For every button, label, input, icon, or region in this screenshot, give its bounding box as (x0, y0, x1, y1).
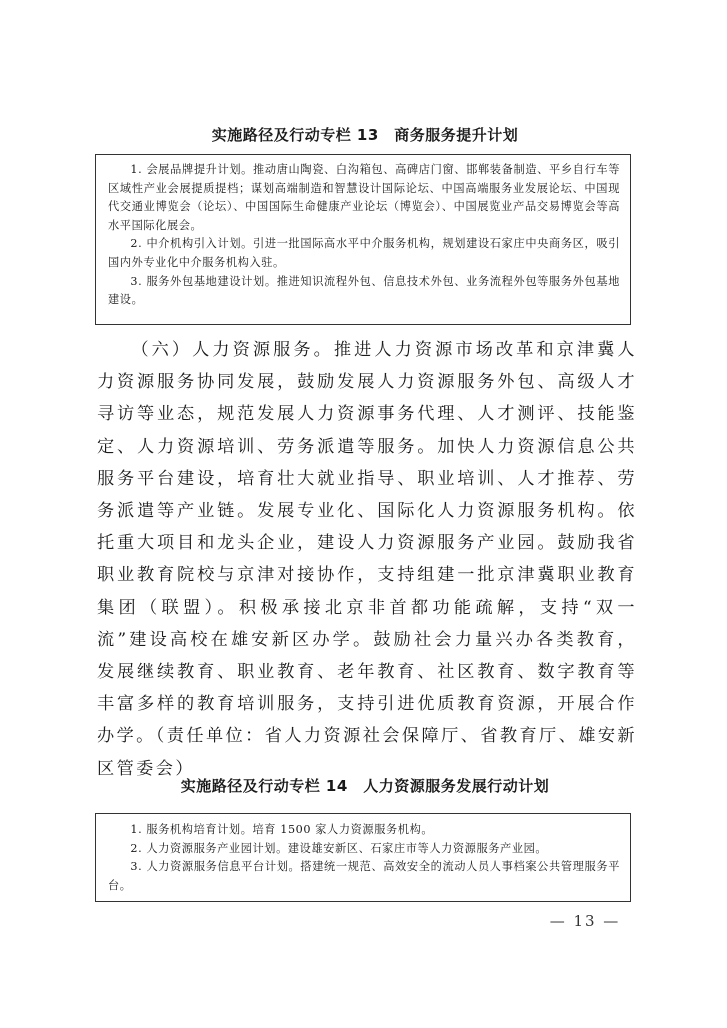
column-13-box (95, 154, 631, 325)
column-13-title: 实施路径及行动专栏 13 商务服务提升计划 (211, 126, 519, 144)
column-14-item-2: 2. 人力资源服务产业园计划。建设雄安新区、石家庄市等人力资源服务产业园。 (130, 841, 548, 855)
column-14-title: 实施路径及行动专栏 14 人力资源服务发展行动计划 (180, 777, 550, 795)
column-13-item-1: 1. 会展品牌提升计划。推动唐山陶瓷、白沟箱包、高碑店门窗、邯郸装备制造、平乡自行车等区域性产业会展提质提档；谋划高端制造和智慧设计国际论坛、中国高端服务业发展论坛、中国现代交通业博览会（论坛）、中国国际生命健康产业论坛（博览会）、中国展览业产品交易博览会等高水平国际化展会。 (108, 163, 620, 232)
column-13-item-2: 2. 中介机构引入计划。引进一批国际高水平中介服务机构，规划建设石家庄中央商务区，吸引国内外专业化中介服务机构入驻。 (108, 237, 620, 269)
column-14-item-1: 1. 服务机构培育计划。培育 1500 家人力资源服务机构。 (130, 823, 434, 836)
section-6-paragraph: （六）人力资源服务。推进人力资源市场改革和京津冀人力资源服务协同发展，鼓励发展人力资源服务外包、高级人才寻访等业态，规范发展人力资源事务代理、人才测评、技能鉴定、人力资源培训、劳务派遣等服务。加快人力资源信息公共服务平台建设，培育壮大就业指导、职业培训、人才推荐、劳务派遣等产业链。发展专业化、国际化人力资源服务机构。依托重大项目和龙头企业，建设人力资源服务产业园。鼓励我省职业教育院校与京津对接协作，支持组建一批京津冀职业教育集团（联盟）。积极承接北京非首都功能疏解，支持“双一流”建设高校在雄安新区办学。鼓励社会力量兴办各类教育，发展继续教育、职业教育、老年教育、社区教育、数字教育等丰富多样的教育培训服务，支持引进优质教育资源，开展合作办学。（责任单位：省人力资源社会保障厅、省教育厅、雄安新区管委会） (97, 340, 637, 779)
body-text (97, 334, 637, 785)
page-number: — 13 — (549, 912, 621, 930)
column-13-item-3: 3. 服务外包基地建设计划。推进知识流程外包、信息技术外包、业务流程外包等服务外包基地建设。 (108, 274, 620, 307)
column-14-box (95, 813, 631, 902)
column-14-item-3: 3. 人力资源服务信息平台计划。搭建统一规范、高效安全的流动人员人事档案公共管理服务平台。 (108, 860, 620, 892)
